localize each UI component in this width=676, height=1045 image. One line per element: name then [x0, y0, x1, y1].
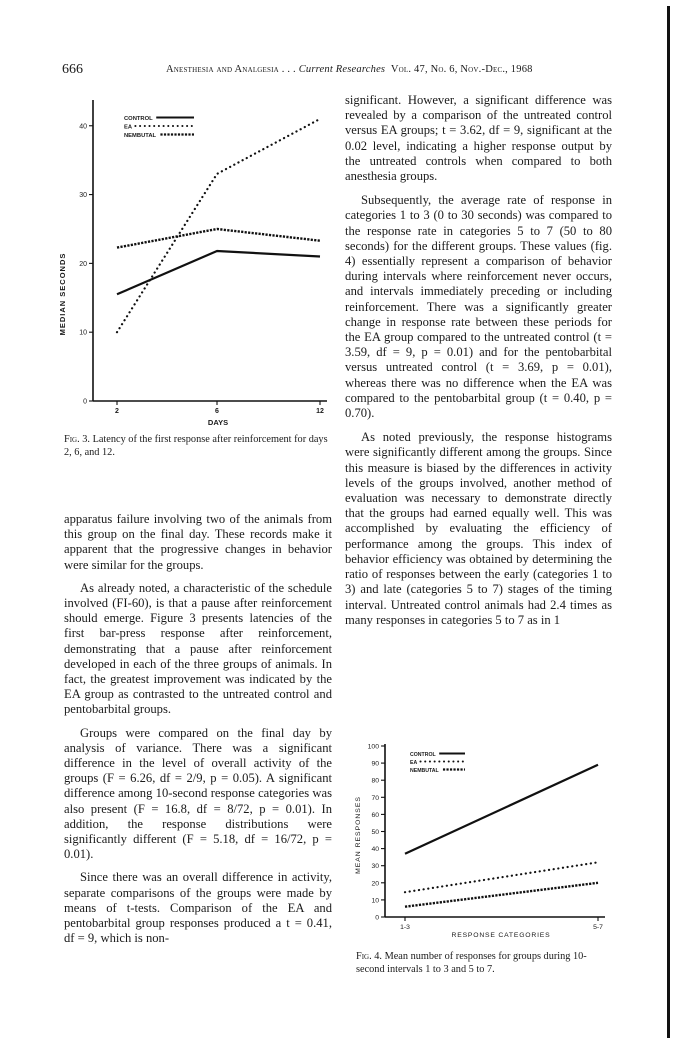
x-tick-label: 6	[215, 408, 219, 415]
series-line-nembutal	[405, 883, 598, 907]
right-column	[345, 93, 612, 637]
y-tick-label: 90	[371, 760, 379, 768]
legend-label-nembutal: NEMBUTAL	[124, 133, 157, 139]
series-line-control	[117, 251, 320, 294]
y-tick-label: 30	[79, 192, 87, 200]
y-axis-label: MEDIAN SECONDS	[58, 252, 67, 336]
y-tick-label: 50	[371, 829, 379, 836]
y-tick-label: 10	[79, 329, 87, 337]
series-line-ea	[405, 862, 598, 892]
series-line-ea	[117, 119, 320, 332]
figure-4-caption	[356, 951, 612, 976]
x-tick-label: 1-3	[400, 924, 410, 931]
paragraph: As noted previously, the response histograms were significantly different among the groups. Since this measure is biased by the differences in activity levels of the groups involved, another method of evaluation was necessary to demonstrate directly that the groups had earned equally well. This was accomplished by evaluating the efficiency of performance among the groups. This index of behavior efficiency was obtained by determining the ratio of responses between the early (categories 1 to 3) and late (categories 5 to 7) stages of the timing interval. Untreated control animals had 2.4 times as many responses in categories 5 to 7 as in 1	[345, 430, 612, 627]
paragraph: As already noted, a characteristic of the schedule involved (FI-60), is that a pause after reinforcement should emerge. Figure 3 presents latencies of the first bar-press response after reinforcement, demonstrating that a pause after reinforcement developed in each of the three groups of animals. In fact, the greatest improvement was indicated by the EA group as contrasted to the untreated control and pentobarbital groups.	[64, 580, 332, 717]
running-head	[166, 64, 533, 75]
x-axis-label: RESPONSE CATEGORIES	[451, 932, 551, 939]
figure-3-chart	[52, 94, 337, 432]
legend-label-ea: EA	[410, 760, 418, 766]
x-tick-label: 2	[115, 408, 119, 415]
y-tick-label: 100	[367, 743, 379, 751]
y-tick-label: 80	[371, 777, 379, 785]
x-axis-label: DAYS	[207, 418, 229, 427]
running-head-volume: Vol. 47, No. 6, Nov.-Dec., 1968	[390, 64, 533, 75]
figure-4-caption-text: Mean number of responses for groups during 10-second intervals 1 to 3 and 5 to 7.	[356, 951, 587, 975]
paragraph: Groups were compared on the final day by analysis of variance. There was a significant difference in the level of overall activity of the groups (F = 6.26, df = 2/9, p = 0.05). A significant difference among 10-second response categories was also present (F = 16.8, df = 8/72, p = 0.01). In addition, the response distributions were significantly different (F = 5.18, df = 16/72, p = 0.01).	[64, 725, 332, 862]
y-tick-label: 20	[79, 260, 87, 268]
y-tick-label: 40	[79, 123, 87, 131]
figure-3-caption-label: Fig. 3.	[64, 434, 90, 445]
paragraph: Subsequently, the average rate of response in categories 1 to 3 (0 to 30 seconds) was compared to the response rate in categories 5 to 7 (50 to 80 seconds) for the different groups. These values (fig. 4) essentially represent a comparison of behavior during intervals where reinforcement never occurs, and intervals immediately preceding or including reinforcement. There was a significantly greater change in response rate between these periods for the EA group compared to the untreated control (t = 3.59, df = 9, p = 0.01) and for the pentobarbital versus untreated control (t = 3.69, p = 0.01), whereas there was no difference when the EA was compared to the pentobarbital group (t = 0.40, p = 0.70).	[345, 193, 612, 421]
y-axis-label: MEAN RESPONSES	[355, 796, 362, 874]
x-tick-label: 12	[316, 408, 324, 415]
page-edge-rule	[667, 6, 670, 1038]
paragraph: apparatus failure involving two of the animals from this group on the final day. These records make it apparent that the progressive changes in behavior were similar for the groups.	[64, 512, 332, 572]
y-tick-label: 70	[371, 794, 379, 802]
paragraph: Since there was an overall difference in activity, separate comparisons of the groups were made by means of t-tests. Comparison of the EA and pentobarbital group responses produced a t = 0.41, df = 9, which is non-	[64, 870, 332, 946]
y-tick-label: 0	[83, 398, 87, 406]
paragraph: significant. However, a significant difference was revealed by a comparison of the untreated control versus EA groups; t = 3.62, df = 9, significant at the 0.02 level, indicating a higher response output by the untreated controls when compared to both anesthesia groups.	[345, 93, 612, 184]
legend-label-ea: EA	[124, 124, 133, 131]
series-line-nembutal	[117, 229, 320, 248]
figure-4-caption-label: Fig. 4.	[356, 951, 382, 962]
y-tick-label: 20	[371, 880, 379, 888]
running-head-journal: Anesthesia and Analgesia	[166, 64, 279, 75]
figure-3-caption-text: Latency of the first response after reinforcement for days 2, 6, and 12.	[64, 434, 328, 458]
legend-label-control: CONTROL	[124, 116, 153, 122]
left-column	[64, 512, 332, 954]
series-line-control	[405, 765, 598, 854]
figure-4-chart	[348, 738, 616, 946]
page-header	[62, 62, 618, 78]
y-tick-label: 0	[375, 914, 379, 922]
page-number: 666	[62, 62, 83, 77]
x-tick-label: 5-7	[593, 924, 603, 931]
legend-label-nembutal: NEMBUTAL	[410, 768, 439, 774]
figure-3-caption	[64, 434, 336, 459]
y-tick-label: 10	[371, 897, 379, 905]
running-head-current: Current Researches	[298, 64, 386, 75]
y-tick-label: 30	[371, 863, 379, 871]
running-head-dots: . . .	[281, 64, 296, 75]
y-tick-label: 40	[371, 846, 379, 854]
legend-label-control: CONTROL	[410, 752, 436, 758]
y-tick-label: 60	[371, 811, 379, 819]
